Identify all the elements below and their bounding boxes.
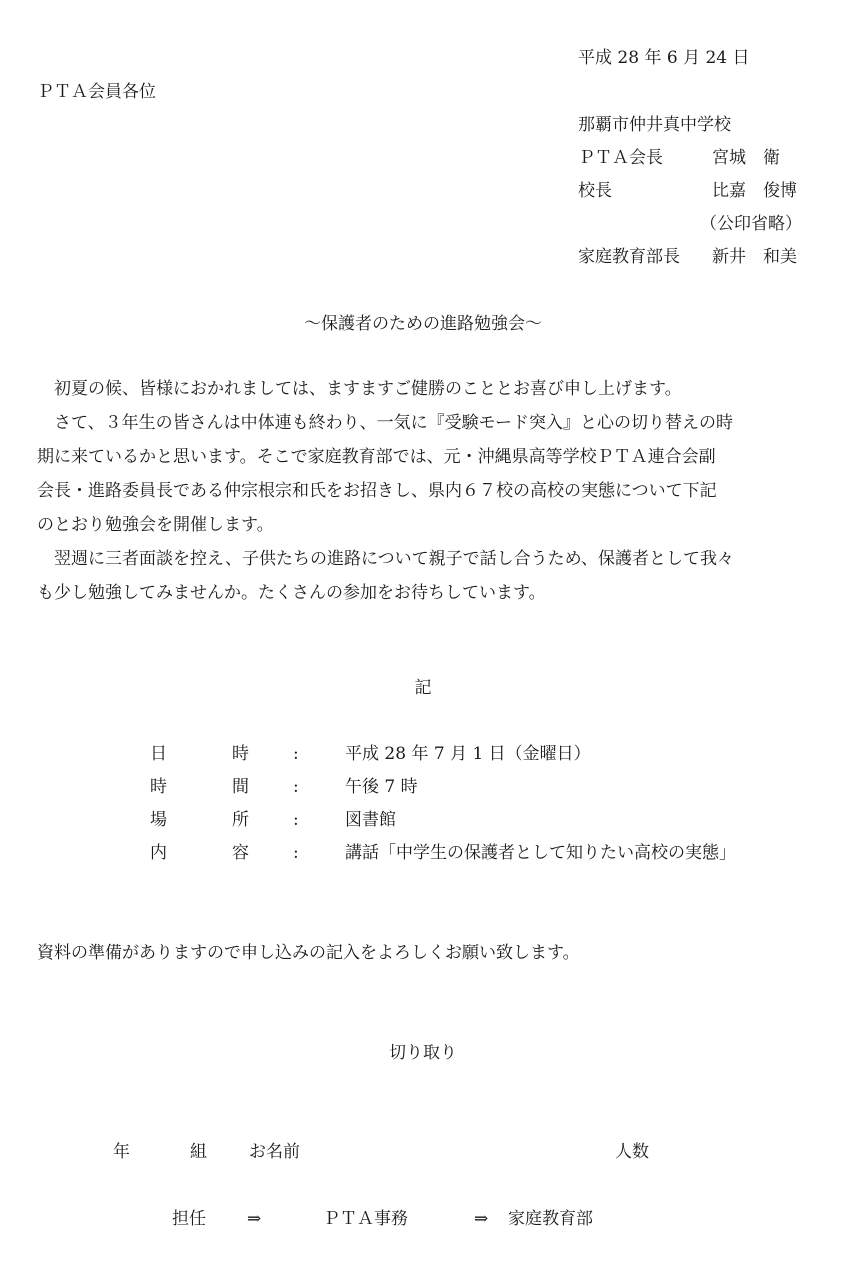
pta-president-role: ＰＴＡ会長: [578, 148, 663, 168]
detail-colon: :: [293, 843, 299, 863]
routing-homeroom: 担任: [172, 1209, 206, 1229]
school-name: 那覇市仲井真中学校: [578, 115, 731, 135]
detail-value: 図書館: [345, 810, 396, 830]
detail-key-char: 容: [232, 843, 249, 863]
cutoff-label: 切り取り: [389, 1043, 457, 1063]
detail-colon: :: [293, 744, 299, 764]
routing-pta-office: ＰＴＡ事務: [323, 1209, 408, 1229]
pta-president-name: 宮城 衛: [712, 148, 780, 168]
routing-arrow-icon: ⇒: [474, 1209, 489, 1229]
letter-date: 平成 28 年 6 月 24 日: [578, 48, 750, 68]
principal-name: 比嘉 俊博: [712, 181, 797, 201]
greeting-paragraph: 初夏の候、皆様におかれましては、ますますご健勝のこととお喜び申し上げます。: [37, 379, 682, 399]
form-name-label: お名前: [249, 1142, 300, 1162]
detail-value: 講話「中学生の保護者として知りたい高校の実態」: [345, 843, 736, 863]
detail-key-char: 場: [150, 810, 167, 830]
detail-key-char: 内: [150, 843, 167, 863]
application-request: 資料の準備がありますので申し込みの記入をよろしくお願い致します。: [37, 943, 580, 963]
seal-omitted-note: （公印省略）: [700, 214, 802, 234]
detail-key-char: 時: [232, 744, 249, 764]
detail-value: 午後 7 時: [345, 777, 418, 797]
letter-title: ～保護者のための進路勉強会～: [304, 314, 542, 334]
routing-arrow-icon: ⇒: [247, 1209, 262, 1229]
detail-value: 平成 28 年 7 月 1 日（金曜日）: [345, 744, 591, 764]
detail-colon: :: [293, 810, 299, 830]
form-class-label: 組: [190, 1142, 207, 1162]
ki-heading: 記: [414, 678, 432, 698]
addressee: ＰＴＡ会員各位: [37, 82, 156, 102]
form-count-label: 人数: [615, 1142, 649, 1162]
form-year-label: 年: [113, 1142, 130, 1162]
detail-key-char: 所: [232, 810, 249, 830]
routing-home-education-dept: 家庭教育部: [508, 1209, 593, 1229]
announcement-paragraph: さて、３年生の皆さんは中体連も終わり、一気に『受験モード突入』と心の切り替えの時 期に来ているかと思います。そこで家庭教育部では、元・沖縄県高等学校ＰＴＡ連合会副 会長・進路委員長である仲宗根宗和氏をお招きし、県内６７校の高校の実態について下記 のとおり勉強会を開催します。: [37, 413, 733, 535]
detail-colon: :: [293, 777, 299, 797]
dept-head-name: 新井 和美: [712, 247, 797, 267]
detail-key-char: 時: [150, 777, 167, 797]
detail-key-char: 日: [150, 744, 167, 764]
principal-role: 校長: [578, 181, 612, 201]
dept-head-role: 家庭教育部長: [578, 247, 680, 267]
invitation-paragraph: 翌週に三者面談を控え、子供たちの進路について親子で話し合うため、保護者として我々 も少し勉強してみませんか。たくさんの参加をお待ちしています。: [37, 549, 734, 603]
detail-key-char: 間: [232, 777, 249, 797]
